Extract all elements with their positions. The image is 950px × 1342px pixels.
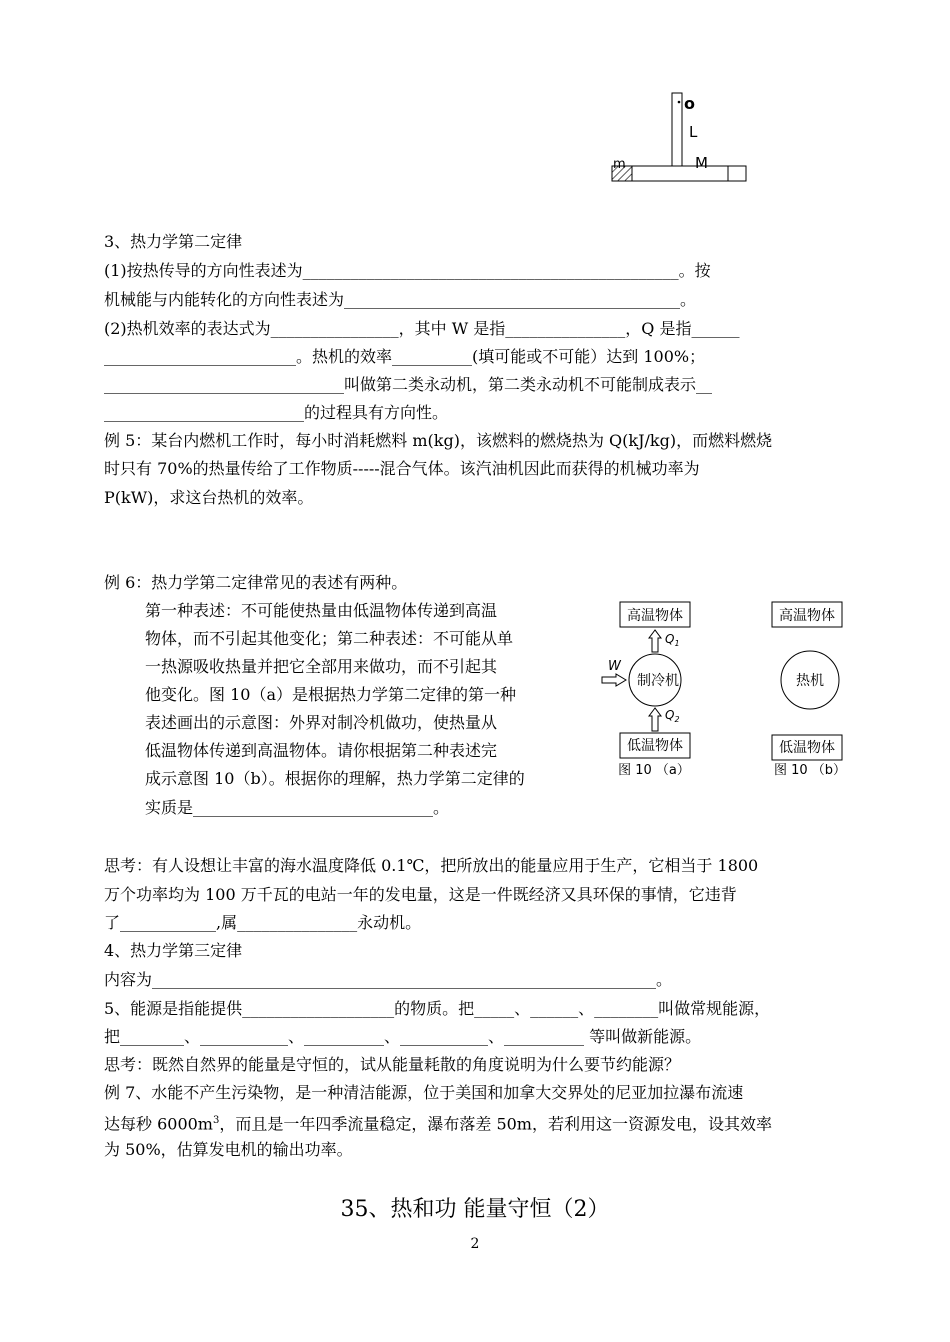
example5-line3: P(kW)，求这台热机的效率。	[104, 488, 314, 507]
think1-line2: 万个功率均为 100 万千瓦的电站一年的发电量，这是一件既经济又具环保的事情，它违背	[104, 885, 737, 904]
section3-line6: _________________________的过程具有方向性。	[104, 403, 449, 422]
example5-line1: 例 5：某台内燃机工作时，每小时消耗燃料 m(kg)，该燃料的燃烧热为 Q(kJ/kg)，而燃料燃烧	[104, 431, 773, 450]
work-arrow	[602, 674, 626, 686]
cold-body-label: 低温物体	[779, 740, 835, 756]
example7-line3: 为 50%，估算发电机的输出功率。	[104, 1140, 353, 1159]
refrigerator-label: 制冷机	[637, 673, 679, 689]
think2-line: 思考：既然自然界的能量是守恒的，试从能量耗散的角度说明为什么要节约能源？	[104, 1055, 681, 1074]
example7-line2: 达每秒 $6000m^3$，而且是一年四季流量稳定，瀑布落差 50m，若利用这一资源发电，设其效率	[104, 1114, 772, 1134]
think1-line1: 思考：有人设想让丰富的海水温度降低 0.1℃，把所放出的能量应用于生产，它相当于 1800	[104, 856, 759, 875]
section3-line5: ______________________________叫做第二类永动机，第二类永动机不可能制成表示__	[104, 375, 713, 394]
figure-10b-caption: 图 10 （b）	[773, 763, 847, 778]
label-L: L	[689, 123, 698, 141]
section5-line2: 把________、___________、__________、___________、__________ 等叫做新能源。	[104, 1027, 702, 1046]
section3-line2: 机械能与内能转化的方向性表述为__________________________________________。	[104, 290, 697, 309]
section3-line3: (2)热机效率的表达式为________________，其中 W 是指_______________，Q 是指______	[104, 319, 740, 338]
vertical-rod	[672, 93, 682, 166]
example6-line: 物体，而不引起其他变化；第二种表述：不可能从单	[145, 629, 514, 648]
figure-10b	[760, 598, 860, 783]
figure-10a-caption: 图 10 （a）	[618, 763, 690, 778]
example6-line: 他变化。图 10（a）是根据热力学第二定律的第一种	[145, 685, 516, 704]
section3-line1: (1)按热传导的方向性表述为_______________________________________________。按	[104, 261, 711, 280]
example7-line1: 例 7、水能不产生污染物，是一种清洁能源，位于美国和加拿大交界处的尼亚加拉瀑布流速	[104, 1083, 744, 1102]
section3-line4: ________________________。热机的效率__________(填可能或不可能）达到 100%；	[104, 347, 706, 366]
page-number: 2	[470, 1236, 480, 1252]
label-o: o	[684, 94, 695, 113]
q1-label: $Q_1$	[665, 632, 680, 648]
example6-line: 第一种表述：不可能使热量由低温物体传递到高温	[145, 601, 498, 620]
example6-line: 表述画出的示意图：外界对制冷机做功，使热量从	[145, 713, 498, 732]
hot-body-label: 高温物体	[627, 608, 683, 624]
example6-intro: 例 6：热力学第二定律常见的表述有两种。	[104, 573, 408, 592]
hot-body-label: 高温物体	[779, 608, 835, 624]
section5-line1: 5、能源是指能提供___________________的物质。把_____、______、________叫做常规能源，	[104, 999, 771, 1018]
think1-line3: 了____________,属_______________永动机。	[104, 913, 422, 932]
figure-10a	[598, 598, 708, 783]
work-label: W	[608, 659, 621, 674]
section4-heading: 4、热力学第三定律	[104, 941, 243, 960]
section4-line1: 内容为_______________________________________________________________。	[104, 970, 673, 989]
heat-engine-label: 热机	[796, 673, 824, 689]
section3-heading: 3、热力学第二定律	[104, 232, 243, 251]
label-m: m	[613, 157, 626, 172]
superscript-3: 3	[212, 1115, 220, 1126]
pivot-dot	[678, 101, 681, 104]
q2-label: $Q_2$	[665, 708, 680, 724]
example6-line: 低温物体传递到高温物体。请你根据第二种表述完	[145, 741, 498, 760]
section-title: 35、热和功 能量守恒（2）	[340, 1197, 610, 1222]
example6-line: 一热源吸收热量并把它全部用来做功，而不引起其	[145, 657, 498, 676]
label-M: M	[695, 154, 708, 172]
lever-figure	[600, 85, 760, 190]
cold-body-label: 低温物体	[627, 738, 683, 754]
example5-line2: 时只有 70%的热量传给了工作物质-----混合气体。该汽油机因此而获得的机械功率为	[104, 459, 700, 478]
example6-line: 实质是______________________________。	[145, 798, 450, 817]
q1-arrow	[649, 630, 661, 652]
q2-arrow	[649, 708, 661, 731]
example6-line: 成示意图 10（b）。根据你的理解，热力学第二定律的	[145, 769, 525, 788]
